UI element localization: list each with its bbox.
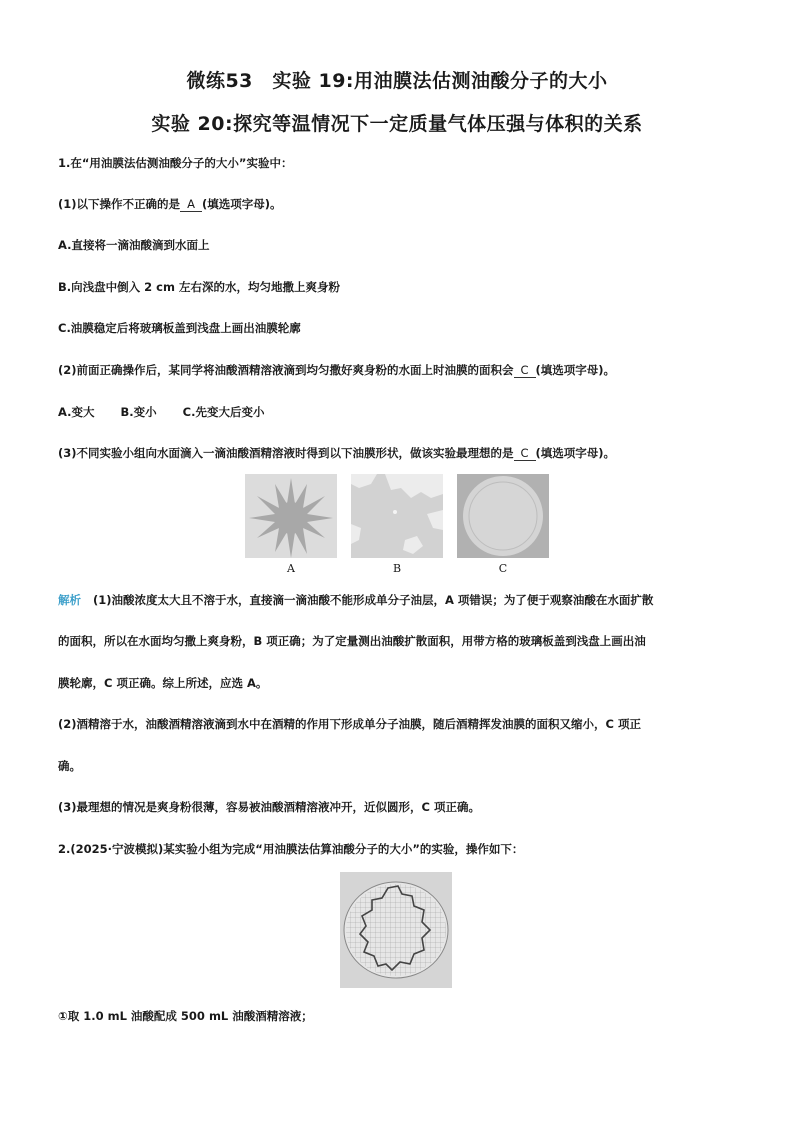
figure-a-image (245, 474, 337, 558)
part-3-answer: C (514, 446, 536, 461)
analysis-line-4: (2)酒精溶于水，油酸酒精溶液滴到水中在酒精的作用下形成单分子油膜，随后酒精挥发油膜的面积又缩小，C 项正 (58, 717, 641, 731)
figure-a-label: A (287, 562, 295, 575)
part-2-option-a: A.变大 (58, 405, 95, 419)
question-1-stem: 1.在“用油膜法估测油酸分子的大小”实验中： (58, 156, 293, 170)
part-3-suffix: (填选项字母)。 (535, 446, 616, 460)
option-b: B.向浅盘中倒入 2 cm 左右深的水，均匀地撒上爽身粉 (58, 280, 340, 294)
petri-dish-image (340, 872, 452, 988)
part-2-answer: C (514, 363, 536, 378)
analysis-line-2: 的面积，所以在水面均匀撒上爽身粉，B 项正确；为了定量测出油酸扩散面积，用带方格的玻璃板盖到浅盘上画出油 (58, 634, 646, 648)
option-c: C.油膜稳定后将玻璃板盖到浅盘上画出油膜轮廓 (58, 321, 301, 335)
analysis-text-1: (1)油酸浓度太大且不溶于水，直接滴一滴油酸不能形成单分子油层，A 项错误；为了便于观察油酸在水面扩散 (93, 593, 654, 607)
page-title: 微练53 实验 19:用油膜法估测油酸分子的大小 (186, 70, 608, 92)
option-a: A.直接将一滴油酸滴到水面上 (58, 238, 210, 252)
part-1-answer: A (180, 197, 202, 212)
part-1-prompt: (1)以下操作不正确的是 (58, 197, 181, 211)
part-1-suffix: (填选项字母)。 (202, 197, 282, 211)
oil-film-figures (245, 474, 550, 579)
part-2-suffix: (填选项字母)。 (535, 363, 616, 377)
page-subtitle: 实验 20:探究等温情况下一定质量气体压强与体积的关系 (151, 113, 643, 135)
analysis-line-6: (3)最理想的情况是爽身粉很薄，容易被油酸酒精溶液冲开，近似圆形，C 项正确。 (58, 800, 480, 814)
part-2-prompt: (2)前面正确操作后，某同学将油酸酒精溶液滴到均匀撒好爽身粉的水面上时油膜的面积会 (58, 363, 514, 377)
part-2-option-c: C.先变大后变小 (182, 405, 265, 419)
part-2-options (58, 404, 286, 420)
analysis-line-5: 确。 (58, 759, 81, 773)
analysis-tag: 解析 (58, 593, 81, 607)
question-1-part-3 (58, 445, 615, 461)
question-1-part-2 (58, 362, 615, 378)
step-1: ①取 1.0 mL 油酸配成 500 mL 油酸酒精溶液； (58, 1009, 313, 1023)
figure-c-label: C (498, 562, 508, 575)
part-3-prompt: (3)不同实验小组向水面滴入一滴油酸酒精溶液时得到以下油膜形状，做该实验最理想的是 (58, 446, 514, 460)
figure-b-label: B (392, 562, 402, 575)
figure-b-image (351, 474, 443, 558)
figure-c-image (457, 474, 549, 558)
question-2-stem: 2.(2025·宁波模拟)某实验小组为完成“用油膜法估算油酸分子的大小”的实验，操作如下： (58, 842, 524, 856)
analysis-line-1 (58, 592, 653, 608)
analysis-line-3: 膜轮廓，C 项正确。综上所述，应选 A。 (58, 676, 268, 690)
part-2-option-b: B.变小 (120, 405, 157, 419)
question-1-part-1 (58, 196, 282, 212)
